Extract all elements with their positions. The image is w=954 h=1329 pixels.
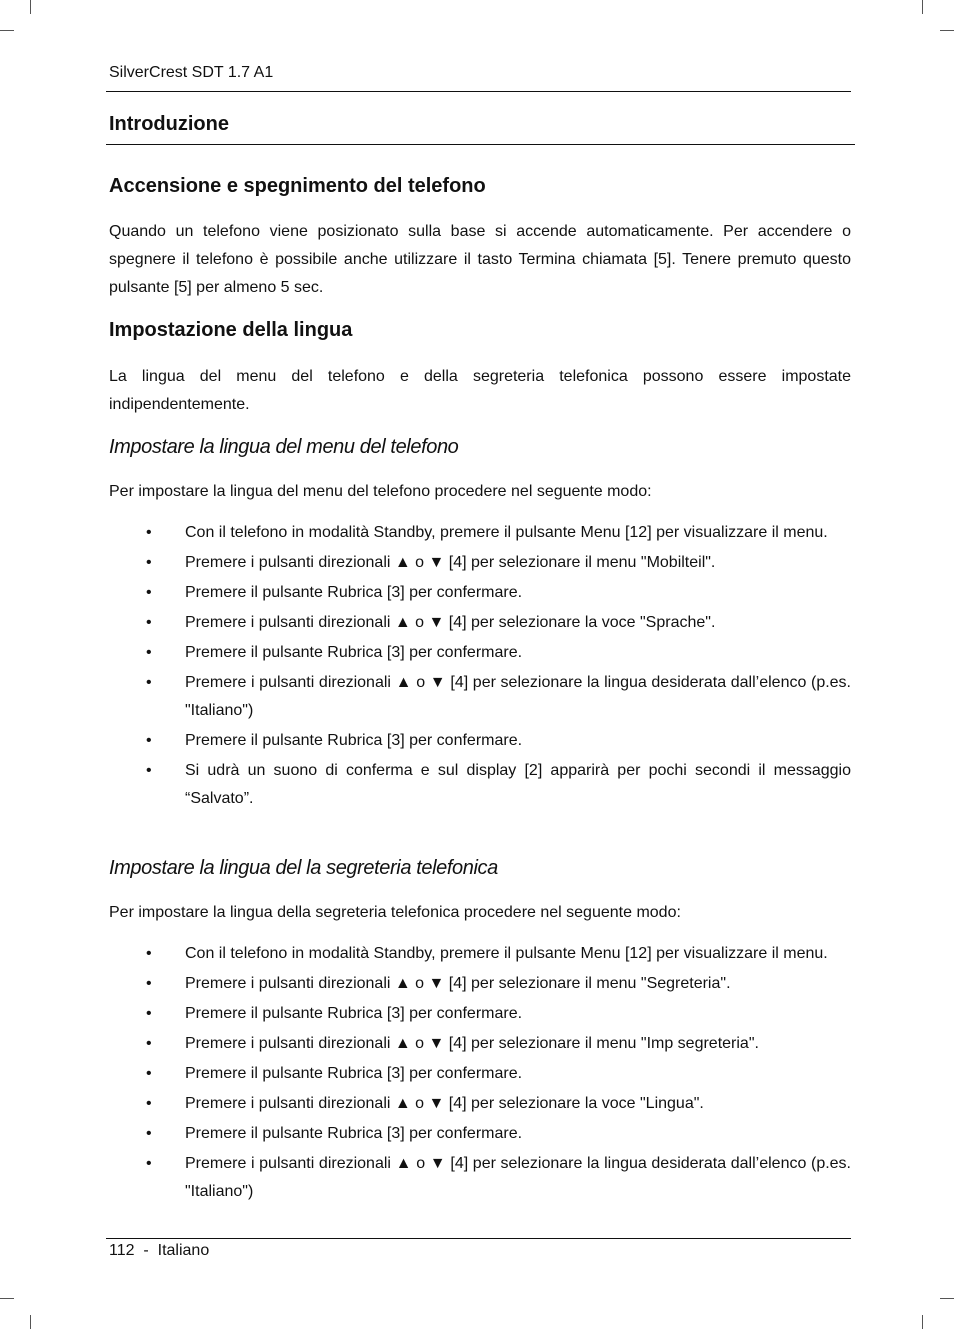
list-item bbox=[0, 549, 851, 577]
header-rule bbox=[106, 91, 851, 92]
chapter-heading: Introduzione bbox=[109, 113, 229, 135]
bullet-icon: • bbox=[146, 1065, 152, 1082]
bullet-icon: • bbox=[146, 584, 152, 601]
list-item bbox=[0, 1090, 851, 1118]
bullet-icon: • bbox=[146, 614, 152, 631]
bullet-icon: • bbox=[146, 975, 152, 992]
steps-list-tam bbox=[0, 940, 954, 1208]
footer-rule bbox=[106, 1238, 851, 1239]
list-item-text: Premere il pulsante Rubrica [3] per confermare. bbox=[185, 1065, 523, 1082]
list-item-text: Premere il pulsante Rubrica [3] per confermare. bbox=[185, 732, 523, 749]
crop-mark bbox=[922, 0, 923, 14]
list-item-text: Con il telefono in modalità Standby, premere il pulsante Menu [12] per visualizzare il menu. bbox=[185, 524, 828, 541]
list-item-text: Premere il pulsante Rubrica [3] per confermare. bbox=[185, 584, 523, 601]
crop-mark bbox=[940, 1298, 954, 1299]
list-item bbox=[0, 970, 851, 998]
bullet-icon: • bbox=[146, 524, 152, 541]
list-item-text: Premere i pulsanti direzionali ▲ o ▼ [4] per selezionare il menu "Segreteria". bbox=[185, 975, 731, 992]
bullet-icon: • bbox=[146, 554, 152, 571]
bullet-icon: • bbox=[146, 1125, 152, 1142]
list-item-text: Premere il pulsante Rubrica [3] per confermare. bbox=[185, 1125, 523, 1142]
crop-mark bbox=[922, 1315, 923, 1329]
list-item-text: Premere il pulsante Rubrica [3] per confermare. bbox=[185, 644, 523, 661]
bullet-icon: • bbox=[146, 1095, 152, 1112]
running-header: SilverCrest SDT 1.7 A1 bbox=[109, 64, 274, 81]
bullet-icon: • bbox=[146, 762, 152, 779]
subsection-intro-phone: Per impostare la lingua del menu del telefono procedere nel seguente modo: bbox=[109, 483, 652, 500]
section-heading-language: Impostazione della lingua bbox=[109, 319, 353, 341]
steps-list-phone bbox=[0, 519, 954, 815]
list-item-text: Premere i pulsanti direzionali ▲ o ▼ [4] per selezionare la lingua desiderata dall’elenco (p.es. "Italiano") bbox=[185, 1155, 851, 1200]
crop-mark bbox=[940, 30, 954, 31]
crop-mark bbox=[0, 30, 14, 31]
list-item bbox=[0, 1150, 851, 1206]
list-item-text: Premere il pulsante Rubrica [3] per confermare. bbox=[185, 1005, 523, 1022]
crop-mark bbox=[30, 0, 31, 14]
section-paragraph-power: Quando un telefono viene posizionato sulla base si accende automaticamente. Per accendere o spegnere il telefono è possibile anche utilizzare il tasto Termina chiamata [5]. Tenere premuto questo pulsante [5] per almeno 5 sec. bbox=[109, 223, 851, 296]
list-item bbox=[0, 727, 851, 755]
crop-mark bbox=[0, 1298, 14, 1299]
list-item-text: Con il telefono in modalità Standby, premere il pulsante Menu [12] per visualizzare il menu. bbox=[185, 945, 828, 962]
bullet-icon: • bbox=[146, 644, 152, 661]
list-item-text: Premere i pulsanti direzionali ▲ o ▼ [4] per selezionare la voce "Sprache". bbox=[185, 614, 716, 631]
section-heading-power: Accensione e spegnimento del telefono bbox=[109, 175, 486, 197]
section-paragraph-language: La lingua del menu del telefono e della segreteria telefonica possono essere impostate indipendentemente. bbox=[109, 368, 851, 413]
list-item bbox=[0, 639, 851, 667]
list-item bbox=[0, 1030, 851, 1058]
bullet-icon: • bbox=[146, 1155, 152, 1172]
chapter-rule bbox=[106, 144, 855, 145]
list-item bbox=[0, 669, 851, 725]
list-item-text: Premere i pulsanti direzionali ▲ o ▼ [4] per selezionare il menu "Mobilteil". bbox=[185, 554, 716, 571]
subsection-intro-tam: Per impostare la lingua della segreteria telefonica procedere nel seguente modo: bbox=[109, 904, 681, 921]
list-item-text: Premere i pulsanti direzionali ▲ o ▼ [4] per selezionare la voce "Lingua". bbox=[185, 1095, 704, 1112]
list-item bbox=[0, 757, 851, 813]
crop-mark bbox=[30, 1315, 31, 1329]
list-item bbox=[0, 579, 851, 607]
list-item bbox=[0, 519, 851, 547]
bullet-icon: • bbox=[146, 674, 152, 691]
bullet-icon: • bbox=[146, 1035, 152, 1052]
list-item bbox=[0, 609, 851, 637]
page-footer: 112 - Italiano bbox=[109, 1242, 210, 1259]
list-item-text: Premere i pulsanti direzionali ▲ o ▼ [4] per selezionare la lingua desiderata dall’elenco (p.es. "Italiano") bbox=[185, 674, 851, 719]
list-item-text: Premere i pulsanti direzionali ▲ o ▼ [4] per selezionare il menu "Imp segreteria". bbox=[185, 1035, 759, 1052]
list-item-text: Si udrà un suono di conferma e sul display [2] apparirà per pochi secondi il messaggio “Salvato”. bbox=[185, 762, 851, 807]
bullet-icon: • bbox=[146, 945, 152, 962]
list-item bbox=[0, 1120, 851, 1148]
bullet-icon: • bbox=[146, 732, 152, 749]
list-item bbox=[0, 1000, 851, 1028]
subsection-heading-phone-language: Impostare la lingua del menu del telefono bbox=[109, 436, 459, 458]
subsection-heading-tam-language: Impostare la lingua del la segreteria telefonica bbox=[109, 857, 498, 879]
list-item bbox=[0, 940, 851, 968]
list-item bbox=[0, 1060, 851, 1088]
bullet-icon: • bbox=[146, 1005, 152, 1022]
